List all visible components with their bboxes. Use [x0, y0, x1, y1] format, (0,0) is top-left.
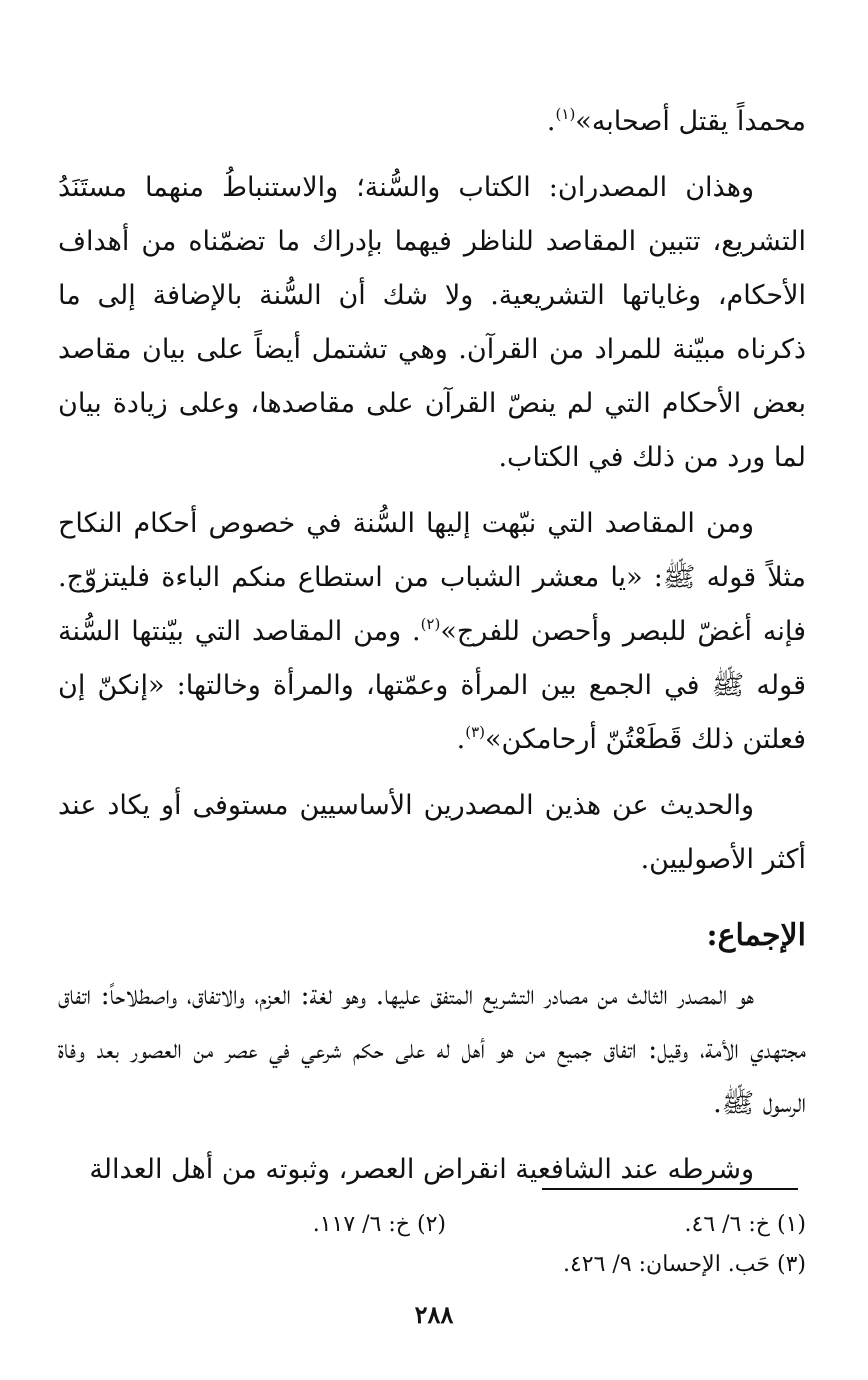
paragraph-text: ومن المقاصد التي نبّهت إليها السُّنة في خصوص أحكام النكاح مثلاً قوله ﷺ: «يا معشر الشباب من استطاع منكم الباءة فليتزوّج. فإنه أغضّ للبصر وأحصن للفرج»: [58, 508, 806, 647]
footnote-3: (٣) حَب. الإحسان: ٩/ ٤٢٦.: [562, 1252, 806, 1277]
footnote-reference: (٢): [420, 615, 441, 633]
footnote-1: (١) خ: ٦/ ٤٦.: [684, 1212, 806, 1237]
paragraph-shafii-condition: وشرطه عند الشافعية انقراض العصر، وثبوته من أهل العدالة: [89, 1154, 754, 1185]
paragraph-end-mark: .: [456, 724, 466, 755]
paragraph-sources: وهذان المصدران: الكتاب والسُّنة؛ والاستنباطُ منهما مستَنَدُ التشريع، تتبين المقاصد للناظر فيهما بإدراك ما تضمّناه من أهداف الأحكام، وغاياتها التشريعية. ولا شك أن السُّنة بالإضافة إلى ما ذكرناه مبيّنة للمراد من القرآن. وهي تشتمل أيضاً على بيان مقاصد بعض الأحكام التي لم ينصّ القرآن على مقاصدها، وعلى زيادة بيان لما ورد من ذلك في الكتاب.: [58, 172, 806, 473]
footnote-divider: [542, 1188, 798, 1190]
page-body: [58, 95, 806, 1197]
footnote-2: (٢) خ: ٦/ ١١٧.: [312, 1212, 446, 1237]
section-heading-ijma: الإجماع:: [706, 918, 806, 953]
paragraph-text: . ومن المقاصد التي بيّنتها السُّنة قوله ﷺ في الجمع بين المرأة وعمّتها، والمرأة وخالتها: «إنكنّ إن فعلتن ذلك قَطَعْتُنّ أرحامكن»: [58, 616, 806, 755]
paragraph-continuation: [58, 95, 806, 149]
footnote-row: [58, 1205, 806, 1245]
footnote-reference: (٣): [465, 723, 485, 741]
footnote-reference: (١): [555, 105, 576, 123]
page-number: ٢٨٨: [414, 1300, 454, 1329]
paragraph-ijma-definition: هو المصدر الثالث من مصادر التشريع المتفق عليها. وهو لغة: العزم، والاتفاق، واصطلاحاً: اتفاق مجتهدي الأمة، وقيل: اتفاق جميع من هو أهل له على حكم شرعي في عصر من العصور بعد وفاة الرسول ﷺ.: [58, 980, 806, 1119]
paragraph-marriage-objectives: [58, 497, 806, 767]
footnotes: [58, 1205, 806, 1285]
paragraph-text: محمداً يقتل أصحابه»: [575, 106, 806, 137]
paragraph-usul: والحديث عن هذين المصدرين الأساسيين مستوفى أو يكاد عند أكثر الأصوليين.: [58, 790, 806, 875]
paragraph-end-mark: .: [546, 106, 556, 137]
